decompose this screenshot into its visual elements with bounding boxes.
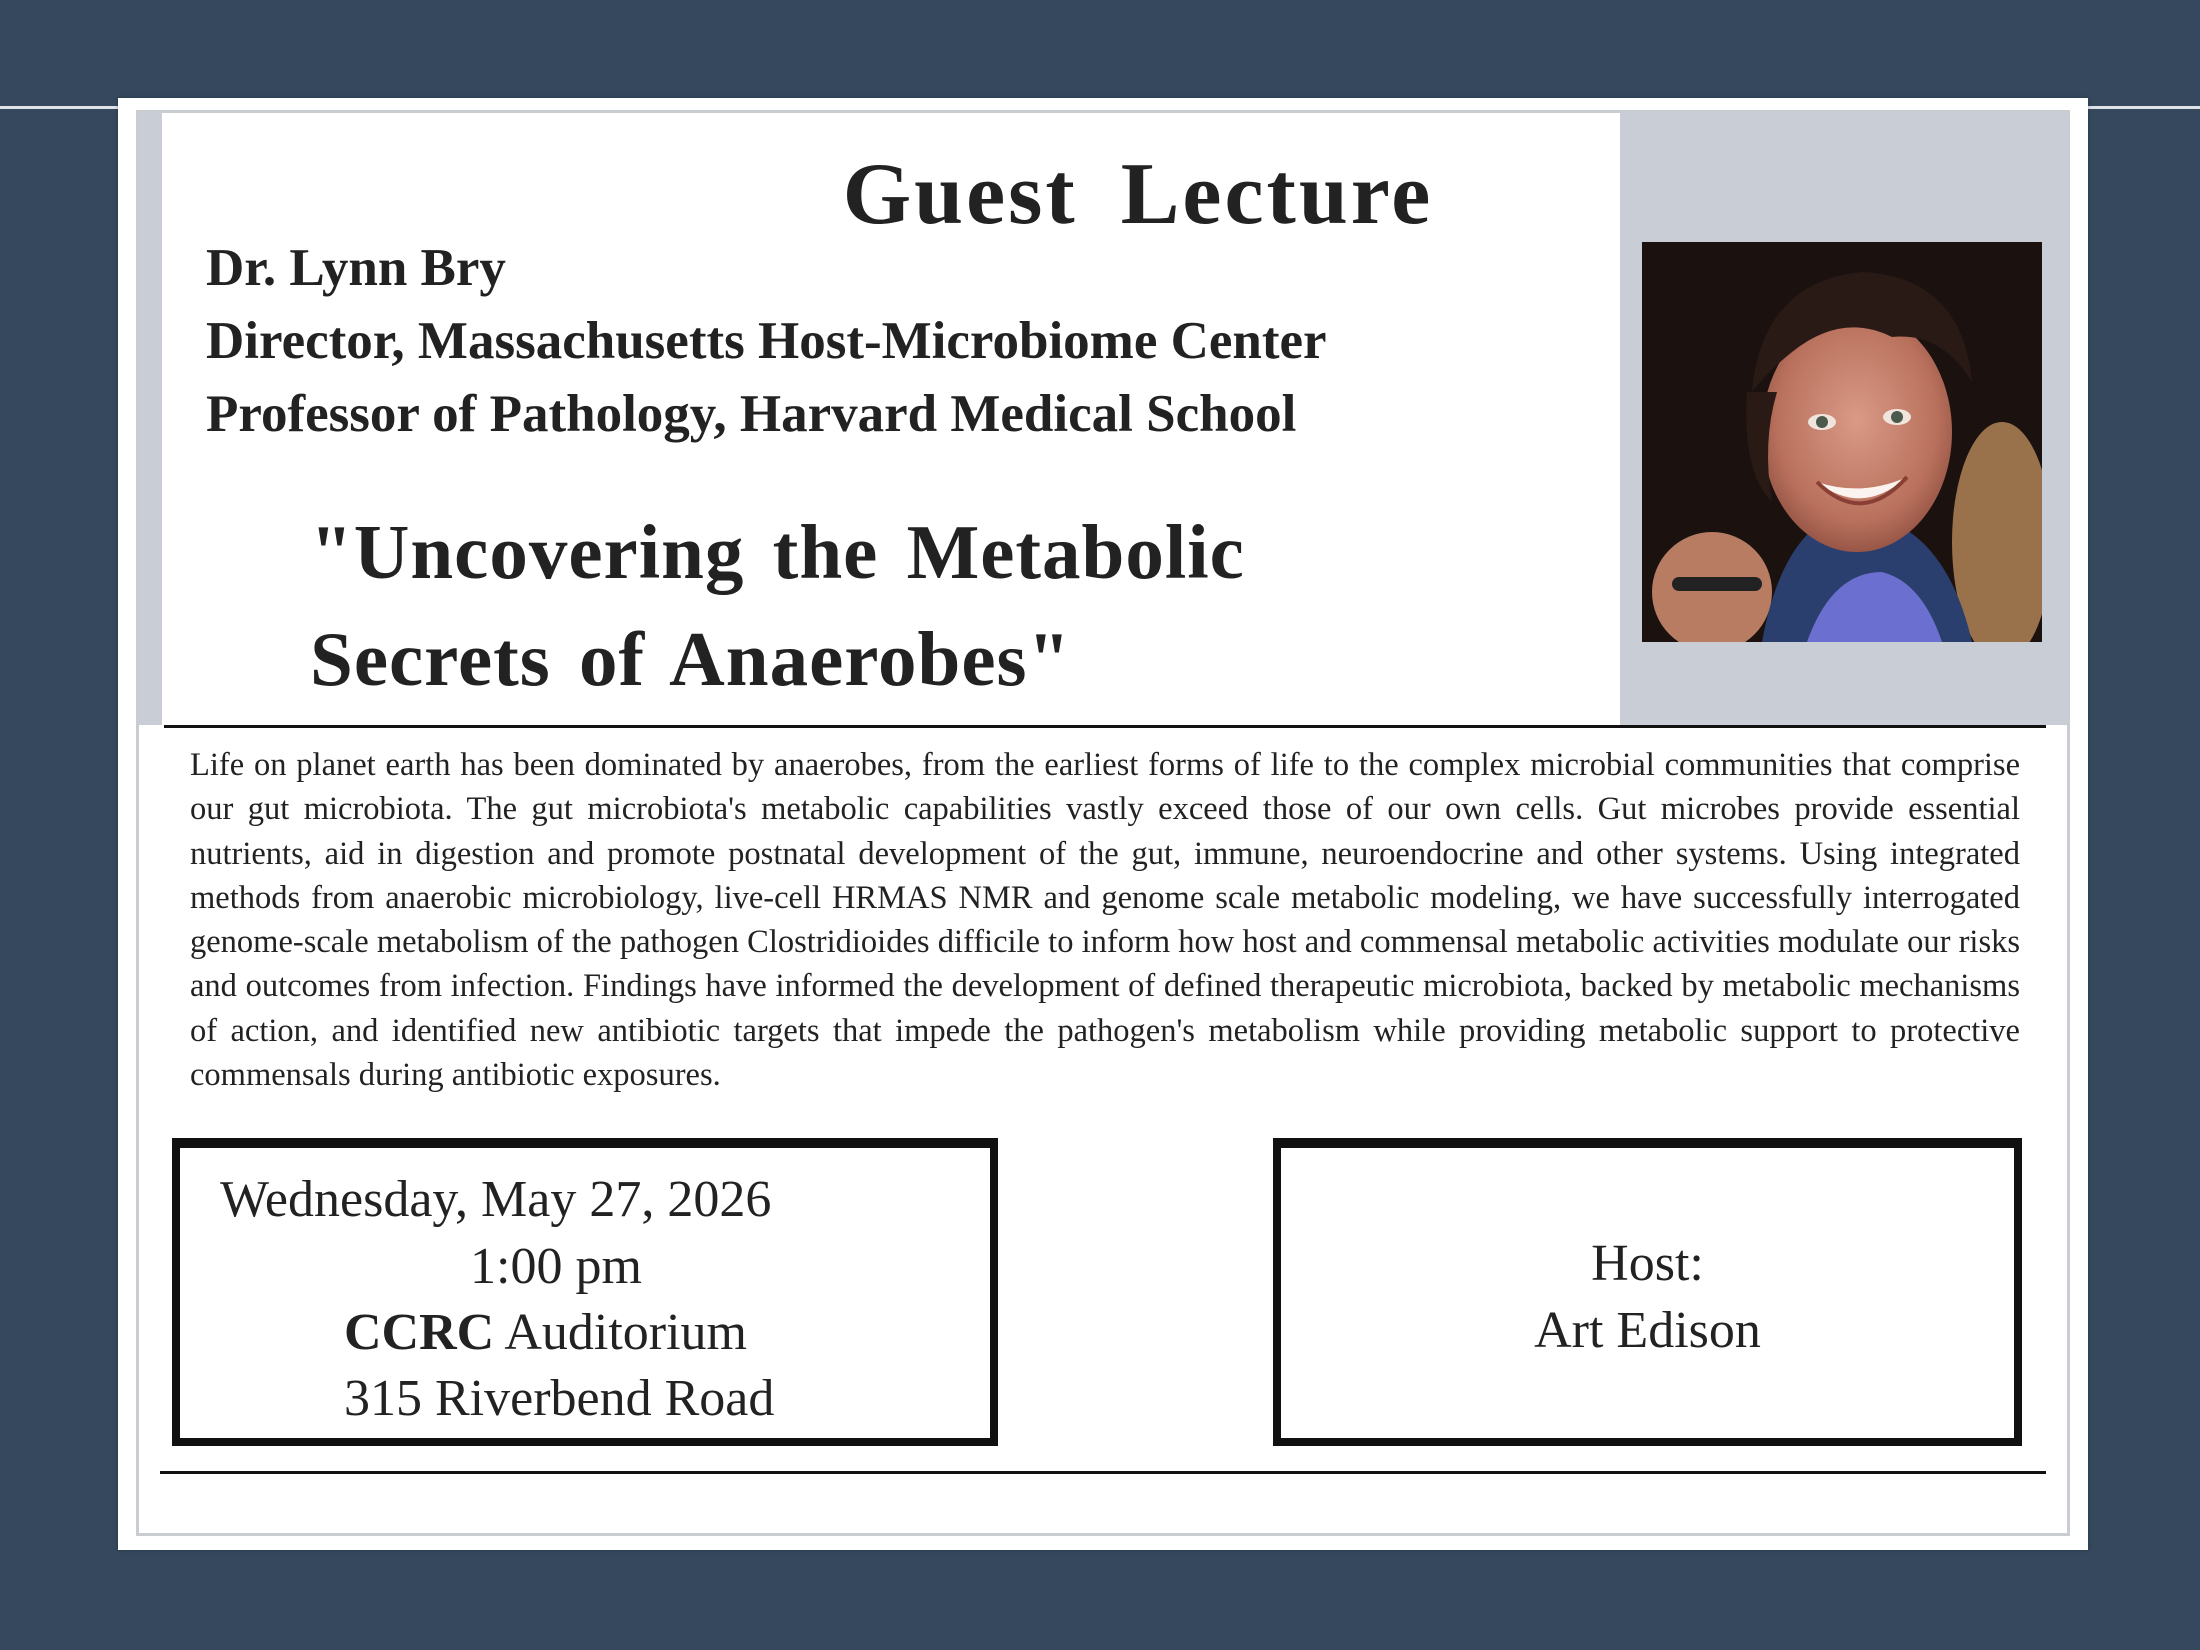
talk-title-line-2: Secrets of Anaerobes" (310, 616, 1072, 702)
host-label: Host: (1591, 1235, 1704, 1292)
host-box (1273, 1138, 2022, 1446)
left-gray-strip (139, 113, 162, 725)
section-divider-bottom (160, 1471, 2046, 1474)
lecture-flyer (118, 98, 2088, 1550)
speaker-role-director: Director, Massachusetts Host-Microbiome Center (206, 312, 1327, 370)
event-time: 1:00 pm (470, 1238, 642, 1295)
page-title: Guest Lecture (842, 146, 1434, 243)
host-name: Art Edison (1534, 1302, 1761, 1359)
venue-name-rest: Auditorium (494, 1304, 748, 1361)
speaker-portrait-icon (1642, 242, 2042, 642)
section-divider-top (164, 725, 2046, 728)
event-venue (344, 1303, 747, 1362)
event-details-box (172, 1138, 998, 1446)
speaker-photo (1642, 242, 2042, 642)
speaker-name: Dr. Lynn Bry (206, 239, 506, 297)
lecture-abstract: Life on planet earth has been dominated by anaerobes, from the earliest forms of life to the complex microbial communities that comprise our gut microbiota. The gut microbiota's metabolic capabilities vastly exceed those of our own cells. Gut microbes provide essential nutrients, aid in digestion and promote postnatal development of the gut, immune, neuroendocrine and other systems. Using integrated methods from anaerobic microbiology, live-cell HRMAS NMR and genome scale metabolic modeling, we have successfully interrogated genome-scale metabolism of the pathogen Clostridioides difficile to inform how host and commensal metabolic activities modulate our risks and outcomes from infection. Findings have informed the development of defined therapeutic microbiota, backed by metabolic mechanisms of action, and identified new antibiotic targets that impede the pathogen's metabolism while providing metabolic support to protective commensals during antibiotic exposures. (190, 747, 2020, 1094)
talk-title-line-1: "Uncovering the Metabolic (310, 509, 1245, 595)
event-address: 315 Riverbend Road (344, 1370, 775, 1427)
venue-name-bold: CCRC (344, 1304, 495, 1361)
speaker-role-professor: Professor of Pathology, Harvard Medical School (206, 385, 1297, 443)
event-date: Wednesday, May 27, 2026 (220, 1171, 772, 1228)
